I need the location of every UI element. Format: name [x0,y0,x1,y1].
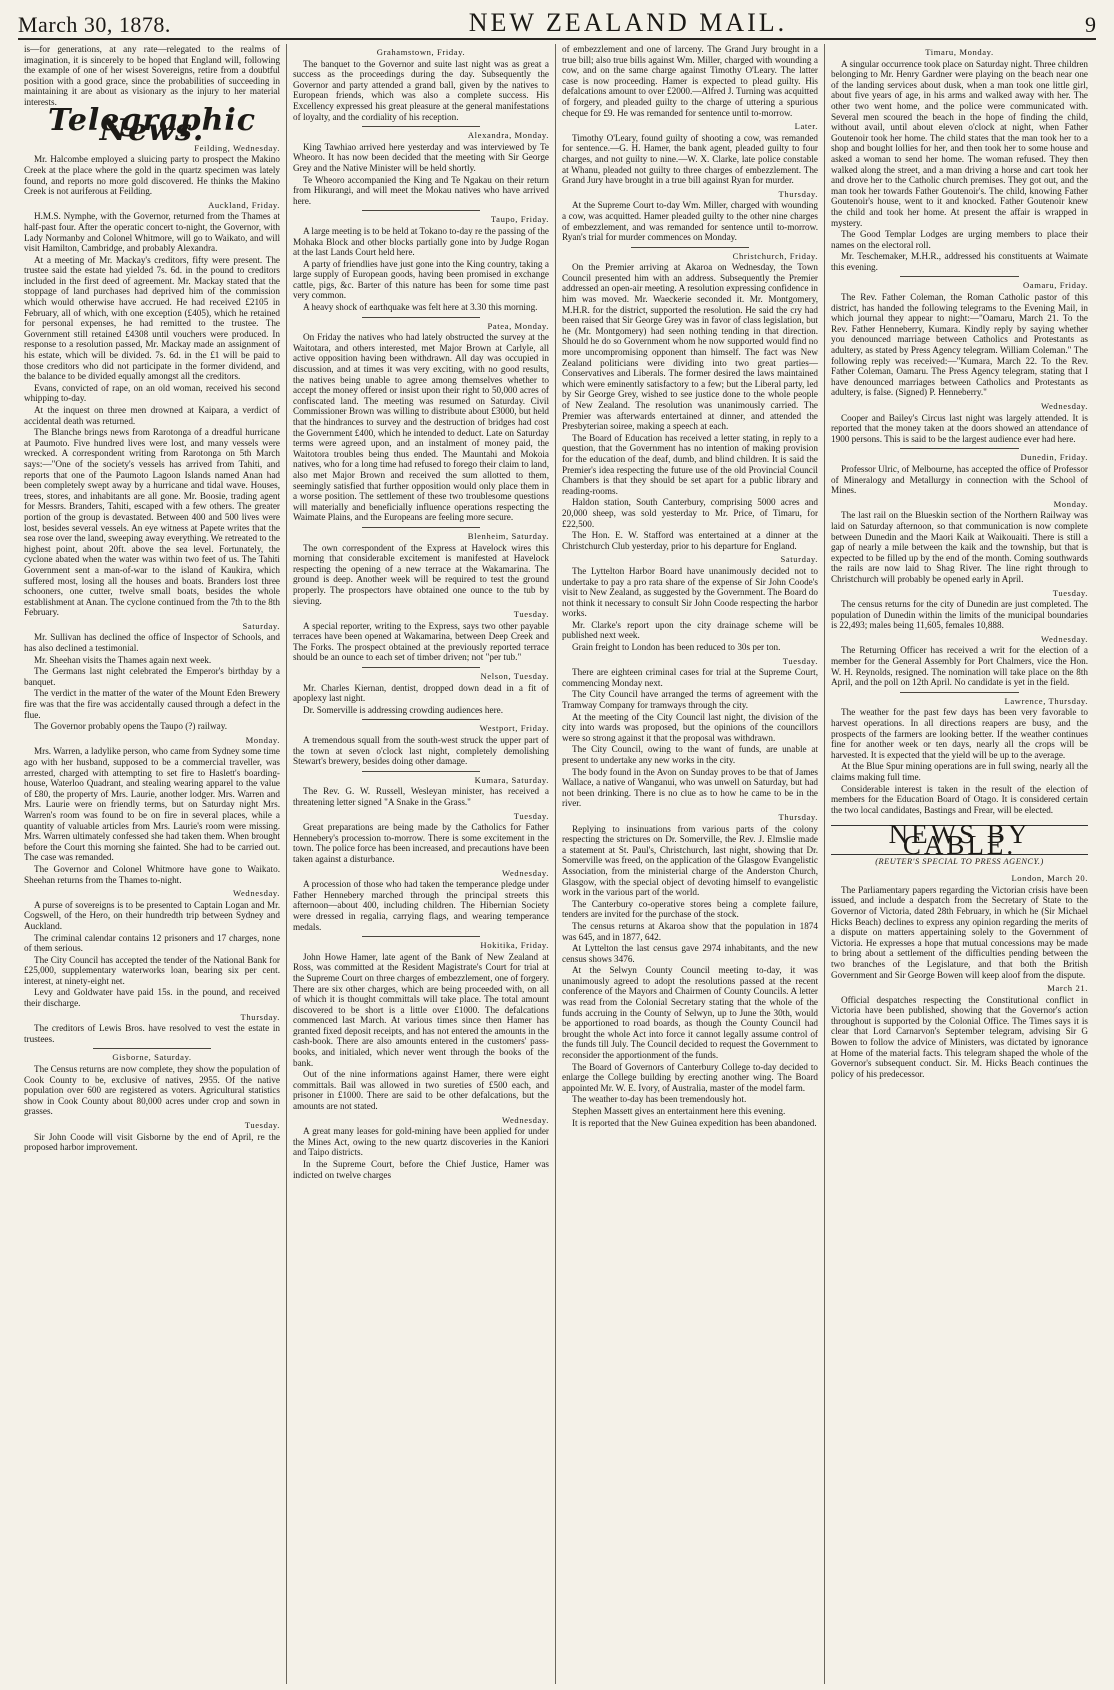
article-paragraph: Grain freight to London has been reduced to 30s per ton. [572,642,781,653]
dateline: Dunedin, Friday. [1020,452,1088,463]
article-paragraph: It is reported that the New Guinea expedition has been abandoned. [572,1117,817,1128]
dateline: Lawrence, Thursday. [1004,695,1088,706]
article-paragraph: The Parliamentary papers regarding the Victorian crisis have been issued, and include a despatch from the Secretary of State to the Governor of Victoria, dated 28th February, in which he (Sir Michael Hicks Beach) declines to express any opinion regarding the merits of a dispute on matters appertaining solely to the Government of Victoria. He expresses a hope that mutual concessions may be made to bring about a settlement of the difficulties pending between the two branches of the Legislature, and that both the British Government and Sir George Bowen will keep aloof from the dispute. [831,884,1088,980]
article-paragraph: The Governor probably opens the Taupo (?) railway. [34,721,227,732]
article-paragraph: The Lyttelton Harbor Board have unanimously decided not to undertake to pay a pro rata share of the expense of Sir John Coode's visit to New Zealand, as suggested by the Government. The Board do not think it necessary to consult Sir John Coode respecting the harbor works. [562,565,818,619]
article-paragraph: The Good Templar Lodges are urging members to place their names on the electoral roll. [831,229,1088,250]
dateline: Alexandra, Monday. [467,130,549,141]
divider [362,210,480,211]
article-paragraph: Professor Ulric, of Melbourne, has accepted the office of Professor of Mineralogy and Metallurgy in connection with the School of Mines. [831,463,1088,496]
dateline: Wednesday. [502,867,549,878]
article-paragraph: A large meeting is to be held at Tokano to-day re the passing of the Mohaka Block and other blocks partially gone into by Judge Rogan at the last Lands Court held here. [293,225,549,258]
article-paragraph: At Lyttelton the last census gave 2974 inhabitants, and the new census shows 3476. [562,943,818,964]
article-paragraph: On the Premier arriving at Akaroa on Wednesday, the Town Council presented him with an address. Subsequently the Premier addressed an open-air meeting. A resolution expressing confidence in him was moved. Mr. Waeckerie seconded it. Mr. Montgomery, M.H.R. for the district, supported the resolution. He said the cry had been raised that Sir George Grey was in favor of class legislation, but he (Mr. Montgomery) had seen nothing tending in that direction. Should he do so Government whom he now supported would find no more uncompromising opponent than himself. The fact was New Zealand politicians were dividing into two great parties—Conservatives and Liberals. The former desired the laws maintained which were eminently satisfactory to a few; but the Liberal party, led by Sir George Grey, wished to see justice done to the whole people of New Zealand. The resolution was unanimously carried. The Premier was afterwards entertained at dinner, and attended the Presbyterian soiree, making a speech at each. [562,262,818,432]
article-paragraph: The City Council have arranged the terms of agreement with the Tramway Company for tramways through the city. [562,689,818,711]
dateline: Later. [794,121,818,132]
article-paragraph: At the meeting of the City Council last night, the division of the city into wards was proposed, but the opinions of the councillors were so strong against it that the proposal was withdrawn. [562,711,818,743]
newspaper-title: NEW ZEALAND MAIL. [468,8,788,37]
article-paragraph: Evans, convicted of rape, on an old woman, received his second whipping to-day. [24,382,280,404]
section-subheading: (REUTER'S SPECIAL TO PRESS AGENCY.) [875,856,1044,866]
divider [631,247,749,248]
article-paragraph: A purse of sovereigns is to be presented to Captain Logan and Mr. Cogswell, of the Hero, on their hundredth trip between Sydney and Auckland. [24,899,280,931]
article-paragraph: At the Supreme Court to-day Wm. Miller, charged with wounding a cow, was acquitted. Hamer pleaded guilty to the other nine charges of embezzlement, and was remanded for sentence until to-morrow. Ryan's trial for murder commences on Monday. [562,200,818,243]
dateline: London, March 20. [1011,873,1088,884]
article-paragraph: Timothy O'Leary, found guilty of shooting a cow, was remanded for sentence.—G. H. Hamer, the bank agent, pleaded guilty to four charges, and not guilty to nine.—W. X. Clarke, late police constable at Whanu, pleaded not guilty to three charges of embezzlement. The Grand Jury have brought in a true bill against Ryan for murder. [562,132,818,186]
dateline: Gisborne, Saturday. [112,1052,192,1063]
section-heading-news-by-cable: NEWS BY CABLE. [831,825,1088,854]
issue-date: March 30, 1878. [18,12,171,37]
article-paragraph: Mr. Clarke's report upon the city drainage scheme will be published next week. [562,619,818,641]
article-paragraph: Great preparations are being made by the Catholics for Father Hennebery's procession to-morrow. There is some excitement in the town. The police force has been increased, and precautions have been taken against a disturbance. [293,822,549,864]
article-paragraph: Cooper and Bailey's Circus last night was largely attended. It is reported that the money taken at the doors showed an attendance of 1900 persons. This is said to be the largest audience ever had here. [831,412,1088,444]
columns [18,44,1096,1684]
article-paragraph: The City Council, owing to the want of funds, are unable at present to undertake any new works in the city. [562,744,818,765]
article-paragraph: A singular occurrence took place on Saturday night. Three children belonging to Mr. Henry Gardner were playing on the beach near one of the landing services about dusk, when a man took one little girl, about five years of age, in his arms and walked away with her. The other two went home, and the police were communicated with. Several men scoured the beach in the hope of finding the child, without avail, until about eleven o'clock at night, when Father Goutenoir took her home. The child states that the man took her to a shop and bought lollies for her, and then took her to some house and asked a woman to send her home. The woman refused. They then walked along the street, and a man driving a horse and cart took her and drove her to the Catholic church premises. They got out, and the man took her towards Father Goutenoir's. The child, knowing Father Goutenoir's house, went to it and knocked. Father Goutenoir knew the child and took her home. At present the affair is wrapped in mystery. [831,58,1088,228]
divider [900,448,1018,449]
dateline: Taupo, Friday. [490,214,549,225]
divider [362,667,480,668]
article-paragraph: Stephen Massett gives an entertainment here this evening. [572,1106,786,1116]
dateline: Auckland, Friday. [208,199,280,210]
column-2 [287,44,556,1684]
article-paragraph: Mrs. Warren, a ladylike person, who came from Sydney some time ago with her husband, supposed to be a commercial traveller, was arrested, charged with attempting to set fire to Haslett's boarding-house, Waterloo Quadrant, and stealing wearing apparel to the value of £80, the property of Mrs. Laurie, another lodger. Mrs. Warren and Mrs. Laurie were on friendly terms, but on Saturday night Mrs. Warren's room was found to be on fire in several places, while a quantity of valuable articles from Mrs. Laurie's room were missing. Mrs. Warren ultimately confessed she had taken them. When brought before the Court this morning she fainted. She had to be carried out. The case was remanded. [24,746,280,863]
article-paragraph: At the Blue Spur mining operations are in full swing, nearly all the claims making full time. [831,761,1088,782]
dateline: Saturday. [780,554,818,565]
article-paragraph: H.M.S. Nymphe, with the Governor, returned from the Thames at half-past four. After the operatic concert to-night, the Governor, with Lady Normanby and Colonel Whitmore, will go to Waikato, and will visit Hamilton, Cambridge, and probably Alexandra. [24,211,280,254]
dateline: Thursday. [240,1011,280,1022]
divider [900,276,1018,277]
article-paragraph: On Friday the natives who had lately obstructed the survey at the Waitotara, and others interested, met Major Brown at Carlyle, all active opposition having been withdrawn. All day was occupied in discussion, and at times it was very exciting, with no good results, the natives being unable to agree among themselves whether to accept the money offered or insist upon their right to 50,000 acres of confiscated land. The meeting was resumed on Saturday. Civil Commissioner Brown was willing to distribute about £3000, but held that the hindrances to survey and the destruction of bridges had cost the Government £400, which he intended to deduct. Late on Saturday terms were agreed upon, and an instalment of money paid, the Waitotora troubles being thus ended. The Mauntahi and Mokoia natives, who for a long time had refused to forego their claim to land, also met Major Brown and received the sum allotted to them, seemingly satisfied that further opposition would only place them in a worse position. The settlement of these two troublesome questions will materially and beneficially influence operations respecting the Waimate Plains, and the Europeans are feeling more secure. [293,332,549,523]
dateline: Thursday. [778,188,818,199]
divider [362,317,480,318]
article-paragraph: The census returns at Akaroa show that the population in 1874 was 645, and in 1877, 642. [562,920,818,942]
article-paragraph: The Blanche brings news from Rarotonga of a dreadful hurricane at Paumoto. Five hundred lives were lost, and many vessels were wrecked. A correspondent writing from Rarotonga on 5th March says:—"One of the society's vessels has arrived from Tahiti, and reports that one of the Paumoto Lagoon Islands named Anan had been completely swept away by a hurricane and tidal wave. Houses, trees, stores, and inhabitants are all gone. Mr. Boosie, trading agent for Messrs. Branders, Tahiti, escaped with a few others. The greater portion of the group is devastated. Between 400 and 500 lives were lost, besides several vessels. An eye witness at Papete writes that the sea rose over the land, sweeping away everything. We retreated to the highest point, about 20ft. above the sea level. Fortunately, the cyclone abated when the water was within two feet of us. The Tahiti Government sent a man-of-war to the island of Kaukira, which suffered most, losing all the houses and boats. Branders lost three schooners, one cutter, twelve small boats, besides the whole establishment at Anan. The cyclone continued from the 7th to the 8th February. [24,427,280,618]
article-paragraph: Te Wheoro accompanied the King and Te Ngakau on their return from Hikurangi, and will meet the Mokau natives who have arrived here. [293,174,549,206]
dateline: Saturday. [242,620,280,631]
divider [362,719,480,720]
article-paragraph: A special reporter, writing to the Express, says two other payable terraces have been opened at Wakamarina, between Deep Creek and The Forks. The prospect obtained at the previously reported terrace should be an ounce to each set of timber driven; not "per tub." [293,620,549,663]
masthead [18,10,1096,40]
article-paragraph: Mr. Sullivan has declined the office of Inspector of Schools, and has also declined a testimonial. [24,632,280,654]
divider [900,692,1018,693]
dateline: Westport, Friday. [479,723,549,734]
article-paragraph: The census returns for the city of Dunedin are just completed. The population of Dunedin within the limits of the municipal boundaries is 22,493; males being 11,605, females 10,888. [831,599,1088,631]
divider [362,126,480,127]
divider [362,771,480,772]
dateline: Kumara, Saturday. [474,774,549,785]
article-paragraph: The Rev. Father Coleman, the Roman Catholic pastor of this district, has handed the following telegrams to the Evening Mail, in which journal they appear to night:—"Oamaru, March 21. To the Rev. Father Henneberry, Kumara. Kindly reply by saying whether you denounced marriage between Catholics and Protestants as adultery, as stated by Press Agency telegram. William Coleman." The following reply was received:—"Kumara, March 22. To the Rev. Father Coleman, Oamaru. The Press Agency telegram, stating that I have denounced marriages between Catholics and Protestants as adultery, is false. (Signed) P. Henneberry." [831,292,1088,398]
dateline: Wednesday. [1041,633,1088,644]
article-paragraph: The banquet to the Governor and suite last night was as great a success as the proceedings during the day. Subsequently the Governor and party attended a grand ball, given by the natives to European friends, which was also a complete success. His Excellency expressed his great pleasure at the general manifestations of loyalty, and the cordiality of his reception. [293,58,549,122]
column-1 [18,44,287,1684]
article-paragraph: Dr. Somerville is addressing crowding audiences here. [303,704,504,715]
article-paragraph: At a meeting of Mr. Mackay's creditors, fifty were present. The trustee said the estate had yielded 7s. 6d. in the pound to creditors included in the first deed of agreement. Mr. Mackay stated that the stoppage of land purchases had deprived him of the commission which would otherwise have accrued. He had received £2105 in February, all of which, with one exception (£405), which he retained for personal expenses, he had remitted to the trustee. The Government still retained £4308 until vouchers were produced. In response to a resolution passed, Mr. Mackay made an assignment of his estate, which will be divided. 7s. 6d. in the £1 will be paid to those creditors who did not participate in the former dividend, and the balance to be divided equally amongst all the creditors. [24,254,280,382]
article-paragraph: The Returning Officer has received a writ for the election of a member for the General Assembly for Port Chalmers, vice the Hon. W. H. Reynolds, resigned. The nomination will take place on the 8th April, and the poll on 12th April. No candidate is yet in the field. [831,645,1088,688]
article-paragraph: The body found in the Avon on Sunday proves to be that of James Wallace, a native of Wanganui, who was unwell on Saturday, but had not been drinking. There is no clue as to how he came to be in the river. [562,766,818,809]
article-paragraph: The Germans last night celebrated the Emperor's birthday by a banquet. [24,666,280,687]
dateline: Timaru, Monday. [925,47,994,57]
page-number: 9 [1085,12,1096,37]
article-paragraph: Replying to insinuations from various parts of the colony respecting the strictures on Dr. Somerville, the Rev. J. Elmslie made a statement at St. Paul's, Christchurch, last night, showing that Dr. Somerville was freed, on the application of the Glasgow Evangelistic Association, from the ministerial charge of the Anderston Church, Glasgow, with the special object of devoting himself to evangelistic work in the various part of the world. [562,823,818,898]
dateline: Tuesday. [513,810,549,821]
article-paragraph: Considerable interest is taken in the result of the election of members for the Education Board of Otago. It is considered certain the two local candidates, Bastings and Frear, will be elected. [831,783,1088,815]
dateline: Grahamstown, Friday. [376,47,466,57]
article-paragraph: The creditors of Lewis Bros. have resolved to vest the estate in trustees. [24,1023,280,1044]
article-paragraph: The Canterbury co-operative stores being a complete failure, tenders are invited for the purchase of the stock. [562,898,818,920]
article-paragraph: Haldon station, South Canterbury, comprising 5000 acres and 20,000 sheep, was sold yesterday to Mr. Price, of Timaru, for £22,500. [562,497,818,529]
article-paragraph: The criminal calendar contains 12 prisoners and 17 charges, none of them serious. [24,932,280,954]
article-paragraph: A heavy shock of earthquake was felt here at 3.30 this morning. [303,302,538,313]
article-paragraph: The Hon. E. W. Stafford was entertained at a dinner at the Christchurch Club yesterday, prior to his departure for England. [562,530,818,551]
column-4 [825,44,1094,1684]
article-paragraph: The weather for the past few days has been very favorable to harvest operations. In all directions reapers are busy, and the prospects of the farmers are looking better. If the weather continues fine for another week or ten days, nearly all the crops will be harvested. It is expected that the yield will be up to the average. [831,707,1088,760]
article-paragraph: The Board of Governors of Canterbury College to-day decided to enlarge the College building by erecting another wing. The Board appointed Mr. W. E. Ivory, of Australia, master of the model farm. [562,1061,818,1093]
dateline: Hokitika, Friday. [480,940,549,951]
article-paragraph: John Howe Hamer, late agent of the Bank of New Zealand at Ross, was committed at the Resident Magistrate's Court for trial at the Supreme Court on three charges of embezzlement, one of forgery. There are six other charges, which are being proceeded with, on all of which it is thought committals will take place. The total amount discovered to be short is a little over £1000. The defalcations commenced last March. At various times since then Hamer has granted fixed deposit receipts, and has not entered the amounts in the cash-book. There are also amounts entered in the customers' pass-books, and initialed, which never went through the books of the bank. [293,951,549,1068]
article-paragraph: The Governor and Colonel Whitmore have gone to Waikato. Sheehan returns from the Thames to-night. [24,863,280,885]
dateline: March 21. [1047,983,1088,994]
article-paragraph: Mr. Charles Kiernan, dentist, dropped down dead in a fit of apoplexy last night. [293,682,549,704]
article-paragraph: The Board of Education has received a letter stating, in reply to a question, that the Government has no intention of making provision for the education of the deaf, dumb, and blind children. It is said the Premier's idea respecting the future use of the old Provincial Council Chambers is that they should be set apart for a public library and reading-rooms. [562,432,818,496]
dateline: Tuesday. [513,609,549,620]
article-paragraph: At the Selwyn County Council meeting to-day, it was unanimously agreed to adopt the resolutions passed at the recent conference of the Mayors and Chairmen of County Councils. A letter was read from the Colonial Secretary stating that the whole of the funds accruing in the County of Selwyn, up to June the 30th, would be apportioned to road boards, as though the County Council had brought the whole Act into force it cannot legally assume control of the funds till July. The Council decided to request the Government to reconsider the apportionment of the funds. [562,965,818,1061]
article-paragraph: There are eighteen criminal cases for trial at the Supreme Court, commencing Monday next. [562,667,818,688]
article-paragraph: A procession of those who had taken the temperance pledge under Father Hennebery marched through the principal streets this afternoon—about 400, including children. The Hibernian Society were dressed in regalia, carrying flags, and wearing temperance medals. [293,879,549,932]
article-paragraph: At the inquest on three men drowned at Kaipara, a verdict of accidental death was returned. [24,405,280,426]
article-paragraph: A tremendous squall from the south-west struck the upper part of the town at seven o'clock last night, completely demolishing Stewart's brewery, besides doing other damage. [293,735,549,767]
article-paragraph: A great many leases for gold-mining have been applied for under the Mines Act, owing to the new quartz discoveries in the Kaniori and Taipo districts. [293,1126,549,1158]
article-paragraph: The verdict in the matter of the water of the Mount Eden Brewery fire was that the fire was accidentally caused through a defect in the flue. [24,688,280,720]
article-paragraph: The Census returns are now complete, they show the population of Cook County to be, exclusive of natives, 2955. Of the native population over 600 are registered as voters. Agricultural statistics show in Cook County about 80,000 acres under crop and sown in grasses. [24,1064,280,1117]
dateline: Thursday. [778,811,818,822]
dateline: Christchurch, Friday. [732,250,818,261]
section-heading-telegraphic-news: Telegraphic News. [47,102,257,149]
article-paragraph: The own correspondent of the Express at Havelock wires this morning that considerable excitement is manifested at Havelock respecting the opening of a new terrace at the Wakamarina. The ground is deep. Another week will be required to test the ground properly. The prospectors have obtained one ounce to the tub by sieving. [293,542,549,606]
dateline: Patea, Monday. [487,320,549,331]
article-paragraph: King Tawhiao arrived here yesterday and was interviewed by Te Wheoro. It has now been decided that the meeting with Sir George Grey and the Native Minister will be held shortly. [293,141,549,173]
dateline: Monday. [1053,498,1088,509]
dateline: Blenheim, Saturday. [467,530,549,541]
article-paragraph: The Rev. G. W. Russell, Wesleyan minister, has received a threatening letter signed "A Snake in the Grass." [293,786,549,807]
article-paragraph: The City Council has accepted the tender of the National Bank for £25,000, supplementary waterworks loan, bearing six per cent. interest, at ninety-eight net. [24,954,280,986]
article-paragraph: Official despatches respecting the Constitutional conflict in Victoria have been published, showing that the Governor's action throughout is supported by the Colonial Office. The Times says it is clear that Lord Carnarvon's September telegram, advising Sir G Bowen to follow the advice of Ministers, was dictated by ignorance at Home of the material facts. This telegram shaped the whole of the Governor's subsequent conduct. Sir. M. Hicks Beach continues the policy of his predecessor. [831,994,1088,1079]
article-paragraph: Levy and Goldwater have paid 15s. in the pound, and received their discharge. [24,987,280,1009]
dateline: Monday. [245,734,280,745]
dateline: Wednesday. [1041,401,1088,411]
article-paragraph: Mr. Teschemaker, M.H.R., addressed his constituents at Waimate this evening. [831,251,1088,272]
article-paragraph: In the Supreme Court, before the Chief Justice, Hamer was indicted on twelve charges [293,1159,549,1180]
article-paragraph: Sir John Coode will visit Gisborne by the end of April, re the proposed harbor improvement. [24,1131,280,1153]
article-paragraph: The weather to-day has been tremendously hot. [572,1094,747,1105]
divider [362,527,480,528]
dateline: Oamaru, Friday. [1022,280,1088,291]
dateline: Wednesday. [502,1114,549,1125]
article-paragraph: Out of the nine informations against Hamer, there were eight committals. Bail was allowed in two sureties of £500 each, and prisoner in £1000. There are said to be other defalcations, but the amounts are not stated. [293,1069,549,1112]
divider [93,1048,211,1049]
dateline: Tuesday. [244,1120,280,1130]
divider [362,936,480,937]
article-paragraph: is—for generations, at any rate—relegated to the realms of imagination, it is sincerely to be hoped that England will, following the example of one of her wisest Sovereigns, retire from a doubtful position with a good grace, since the probabilities of succeeding in maintaining it are about as visionary as the injury to her material interests. [24,44,280,107]
column-3 [556,44,825,1684]
article-paragraph: The last rail on the Blueskin section of the Northern Railway was laid on Saturday afternoon, so that communication is now complete between Dunedin and the Maori Kaik at Waikouaiti. There is still a gap of nearly a mile between the kaik and the township, but that is expected to be filled up by the end of the month. Coming southwards the rails are now laid to Shag River. The line right through to Christchurch will probably be opened early in April. [831,510,1088,584]
dateline: Tuesday. [782,655,818,666]
dateline: Nelson, Tuesday. [480,671,549,682]
article-paragraph: A party of friendlies have just gone into the King country, taking a large supply of European goods, having been promised in exchange cattle, pigs, &c. Barter of this nature has been for some time past very common. [293,258,549,301]
dateline: Feilding, Wednesday. [194,142,280,153]
dateline: Tuesday. [1052,587,1088,598]
article-paragraph: Mr. Halcombe employed a sluicing party to prospect the Makino Creek at the place where the gold in the quartz specimen was lately found, and reports no more gold discovered. He thinks the Makino Creek is not auriferous at Feilding. [24,154,280,197]
dateline: Wednesday. [233,888,280,899]
article-paragraph: of embezzlement and one of larceny. The Grand Jury brought in a true bill; also true bills against Wm. Miller, charged with wounding a cow, and on the same charge against Timothy O'Leary. The latter case is now proceeding. Hamer is expected to plead guilty. His defalcations amount to over £2000.—Alfred J. Turning was acquitted of forgery, and pleaded guilty to the charge of uttering a spurious cheque for £9. He was remanded for sentence until to-morrow. [562,44,818,118]
article-paragraph: Mr. Sheehan visits the Thames again next week. [34,654,212,665]
